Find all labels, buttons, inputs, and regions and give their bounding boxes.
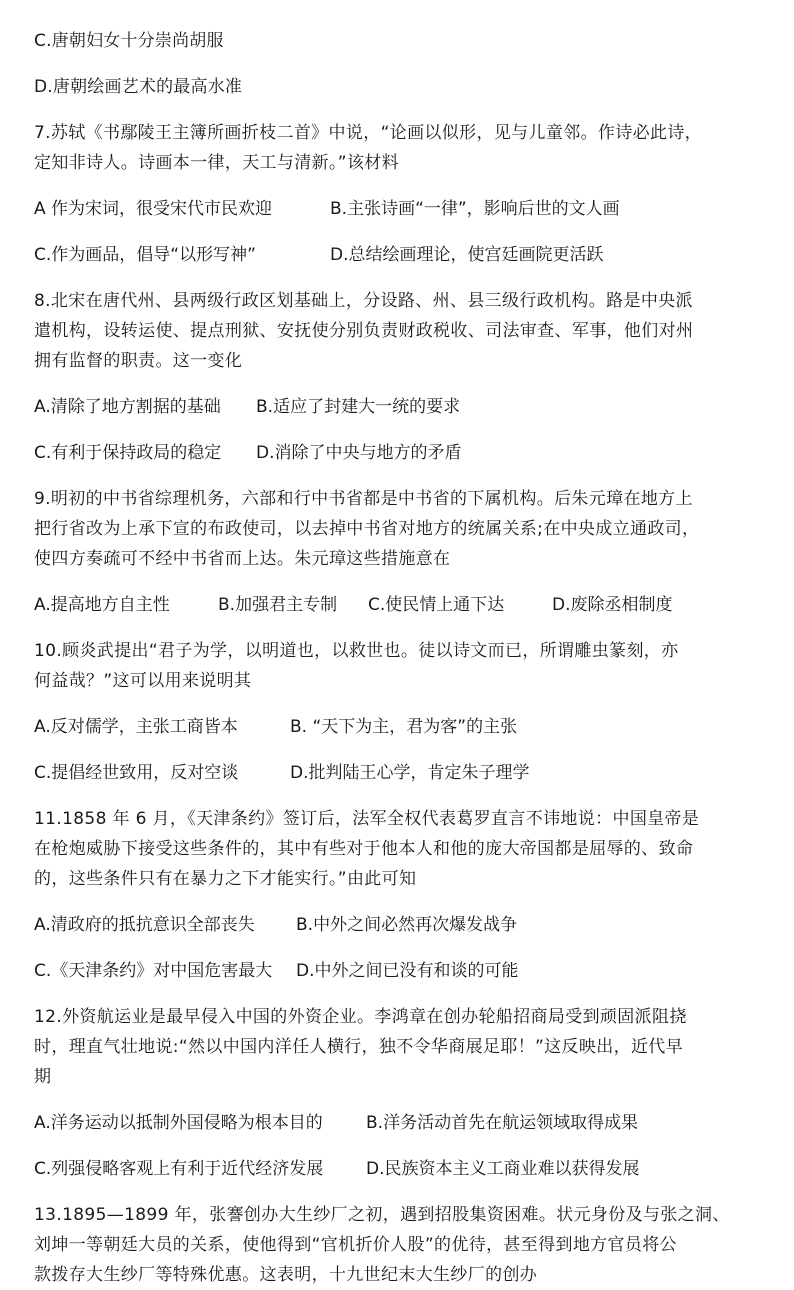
q11-options-row-1 [34, 910, 770, 940]
q12-option-a: A.洋务运动以抵制外国侵略为根本目的 [34, 1113, 323, 1133]
q7-option-d: D.总结绘画理论，使宫廷画院更活跃 [330, 245, 604, 265]
q9-stem-line: 把行省改为上承下宣的布政使司，以去掉中书省对地方的统属关系;在中央成立通政司， [34, 519, 700, 539]
q11-option-c: C.《天津条约》对中国危害最大 [34, 961, 273, 981]
q10-option-b: B. “天下为主，君为客”的主张 [290, 717, 518, 737]
q6-option-c: C.唐朝妇女十分崇尚胡服 [34, 31, 224, 51]
q12-option-b: B.洋务活动首先在航运领域取得成果 [366, 1113, 639, 1133]
q12-options-row-1 [34, 1108, 770, 1138]
q8-stem-line: 遣机构，设转运使、提点刑狱、安抚使分别负责财政税收、司法审查、军事，他们对州 [34, 321, 694, 341]
q9-options-row [34, 590, 770, 620]
q7-option-a: A 作为宋词，很受宋代市民欢迎 [34, 199, 273, 219]
q8-options-row-2 [34, 438, 770, 468]
q10-options-row-1 [34, 712, 770, 742]
q12-stem [34, 1002, 770, 1092]
q7-option-b: B.主张诗画“一律”，影响后世的文人画 [330, 199, 620, 219]
q12-stem-line: 时，理直气壮地说:“然以中国内洋任人横行，独不令华商展足耶！”这反映出，近代早 [34, 1037, 683, 1057]
q8-stem-line: 拥有监督的职责。这一变化 [34, 351, 243, 371]
q12-option-c: C.列强侵略客观上有利于近代经济发展 [34, 1159, 324, 1179]
q10-option-d: D.批判陆王心学，肯定朱子理学 [290, 763, 530, 783]
q11-stem-line: 11.1858 年 6 月，《天津条约》签订后，法军全权代表葛罗直言不讳地说：中国皇帝是 [34, 809, 700, 829]
q8-stem [34, 286, 770, 376]
q8-stem-line: 8.北宋在唐代州、县两级行政区划基础上，分设路、州、县三级行政机构。路是中央派 [34, 291, 693, 311]
q7-options-row-1 [34, 194, 770, 224]
q11-stem-line: 的，这些条件只有在暴力之下才能实行。”由此可知 [34, 869, 417, 889]
q7-stem-line: 定知非诗人。诗画本一律，天工与清新。”该材料 [34, 153, 400, 173]
q12-stem-line: 期 [34, 1067, 52, 1087]
q8-option-c: C.有利于保持政局的稳定 [34, 443, 222, 463]
q10-stem [34, 636, 770, 696]
q9-stem-line: 9.明初的中书省综理机务，六部和行中书省都是中书省的下属机构。后朱元璋在地方上 [34, 489, 693, 509]
q8-option-d: D.消除了中央与地方的矛盾 [256, 443, 462, 463]
q11-option-a: A.清政府的抵抗意识全部丧失 [34, 915, 255, 935]
q10-options-row-2 [34, 758, 770, 788]
q13-stem-line: 款拨存大生纱厂等特殊优惠。这表明，十九世纪末大生纱厂的创办 [34, 1265, 538, 1285]
q9-option-b: B.加强君主专制 [218, 595, 338, 615]
q9-stem [34, 484, 770, 574]
q9-option-d: D.废除丞相制度 [552, 595, 673, 615]
q9-option-a: A.提高地方自主性 [34, 595, 170, 615]
q13-stem-line: 刘坤一等朝廷大员的关系，使他得到“官机折价人股”的优待，甚至得到地方官员将公 [34, 1235, 677, 1255]
q6-option-d: D.唐朝绘画艺术的最高水准 [34, 77, 243, 97]
q12-option-d: D.民族资本主义工商业难以获得发展 [366, 1159, 640, 1179]
q10-stem-line: 何益哉？”这可以用来说明其 [34, 671, 252, 691]
q11-stem-line: 在枪炮威胁下接受这些条件的，其中有些对于他本人和他的庞大帝国都是屈辱的、致命 [34, 839, 694, 859]
q9-option-c: C.使民情上通下达 [368, 595, 505, 615]
q8-option-b: B.适应了封建大一统的要求 [256, 397, 461, 417]
q7-options-row-2 [34, 240, 770, 270]
q11-stem [34, 804, 770, 894]
q8-options-row-1 [34, 392, 770, 422]
q10-option-a: A.反对儒学，主张工商皆本 [34, 717, 238, 737]
q7-option-c: C.作为画品，倡导“以形写神” [34, 245, 256, 265]
q8-option-a: A.清除了地方割据的基础 [34, 397, 221, 417]
q9-stem-line: 使四方奏疏可不经中书省而上达。朱元璋这些措施意在 [34, 549, 451, 569]
q11-option-d: D.中外之间已没有和谈的可能 [296, 961, 519, 981]
q12-stem-line: 12.外资航运业是最早侵入中国的外资企业。李鸿章在创办轮船招商局受到顽固派阻挠 [34, 1007, 687, 1027]
q13-stem [34, 1200, 770, 1290]
q10-option-c: C.提倡经世致用，反对空谈 [34, 763, 239, 783]
q12-options-row-2 [34, 1154, 770, 1184]
q11-option-b: B.中外之间必然再次爆发战争 [296, 915, 518, 935]
q10-stem-line: 10.顾炎武提出“君子为学，以明道也，以救世也。徒以诗文而已，所谓雕虫篆刻，亦 [34, 641, 679, 661]
q7-stem [34, 118, 770, 178]
q11-options-row-2 [34, 956, 770, 986]
q13-stem-line: 13.1895—1899 年，张謇创办大生纱厂之初，遇到招股集资困难。状元身份及与张之洞、 [34, 1205, 730, 1225]
q7-stem-line: 7.苏轼《书鄢陵王主簿所画折枝二首》中说，“论画以似形，见与儿童邻。作诗必此诗， [34, 123, 703, 143]
